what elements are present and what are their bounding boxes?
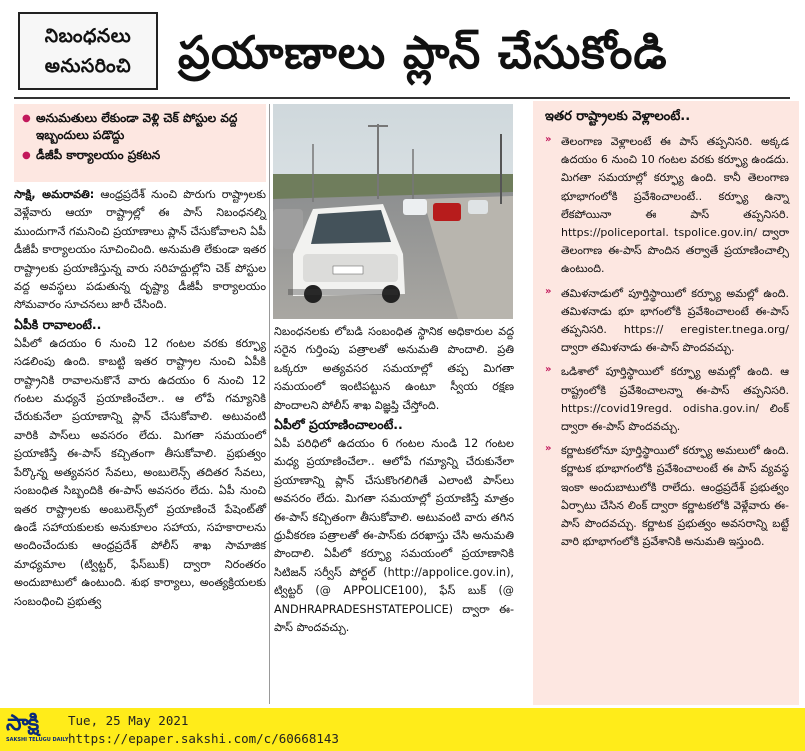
highlight-item: ● అనుమతులు లేకుండా వెళ్లి చెక్ పోస్టుల వద్ద ఇబ్బందులు పడొద్దు bbox=[22, 110, 258, 144]
logo-text: సాక్షి bbox=[6, 711, 39, 736]
state-item-telangana bbox=[545, 133, 789, 279]
highlights-box bbox=[14, 104, 266, 182]
column-2-paragraph-2: ఏపీ పరిధిలో ఉదయం 6 గంటల నుండి 12 గంటల మధ్య ప్రయాణించేలా.. ఆలోపే గమ్యాన్ని చేరుకునేలా ప్రయాణాన్ని ప్లాన్ చేసుకొంగలిగితే ఎలాంటి పాస్‌లు అవసరం లేదు. మిగతా సమయాల్లో ప్రయాణిస్తే మాత్రం ఈ-పాస్ కచ్చితంగా తీసుకోవాలి. అటువంటి వారు తగిన ధ్రువీకరణ పత్రాలతో ఈ-పాస్‌కు దరఖాస్తు చేసి అనుమతి పొందాలి. ఏపీలో కర్ఫ్యూ సమయంలో ప్రయాణానికి సిటిజన్ సర్వీస్ పోర్టల్ (http://appolice.gov.in), ట్విట్టర్ (@ APPOLICE100), ఫేస్ బుక్ (@ ANDHRAPRADESHSTATEPOLICE) ద్వారా ఈ-పాస్ పొందవచ్చు. bbox=[274, 437, 514, 635]
column-divider bbox=[269, 104, 270, 704]
header-rule bbox=[14, 97, 790, 99]
sakshi-logo bbox=[6, 711, 69, 748]
double-chevron-icon: » bbox=[545, 285, 552, 297]
intro-paragraph bbox=[14, 186, 266, 315]
edition-date: Tue, 25 May 2021 bbox=[68, 713, 189, 728]
kicker-line-1: నిబంధనలు bbox=[44, 25, 132, 47]
edition-url[interactable]: https://epaper.sakshi.com/c/60668143 bbox=[68, 731, 339, 746]
highway-traffic-image bbox=[273, 104, 513, 319]
kicker-line-2: అనుసరించి bbox=[44, 55, 132, 77]
intro-text: ఆంధ్రప్రదేశ్ నుంచి పొరుగు రాష్ట్రాలకు వెళ్లేవారు ఆయా రాష్ట్రాల్లో ఈ పాస్ నిబంధనల్ని ముందుగానే గమనించి ప్రయాణాలు ప్లాన్ చేసుకోవాలని ఏపీ డీజీపీ కార్యాలయం సూచించింది. అనుమతి లేకుండా ఇతర రాష్ట్రాలకు ప్రయాణిస్తున్న వారు సరిహద్దుల్లోని చెక్ పోస్టుల వద్ద అవస్థలు పడుతున్న దృష్ట్యా డీజీపీ కార్యాలయం సోమవారం సూచనలు జారీ చేసింది. bbox=[14, 188, 266, 312]
subhead-travel-within-ap: ఏపీలో ప్రయాణించాలంటే.. bbox=[274, 417, 403, 433]
state-item-text: ఒడిశాలో పూర్తిస్థాయిలో కర్ఫ్యూ అమల్లో ఉంది. ఆ రాష్ట్రంలోకి ప్రవేశించాలన్నా ఈ-పాస్ తప్పనిసరి. https://covid19regd. odisha.gov.in/ లింక్ ద్వారా ఈ-పాస్ పొందవచ్చు. bbox=[561, 365, 789, 434]
dateline: సాక్షి, అమరావతి: bbox=[14, 188, 95, 201]
body-paragraph: ఏపీలో ఉదయం 6 నుంచి 12 గంటల వరకు కర్ఫ్యూ సడలింపు ఉంది. కాబట్టి ఇతర రాష్ట్రాల నుంచి ఏపీకి రాష్ట్రానికి రావాలనుకొనే వారు ఉదయం 6 నుంచి 12 గంటల మధ్యనే ప్రయాణించేలా.. ఆ లోపే గమ్యానికి చేరుకునేలా ప్రయాణాన్ని ప్లాన్ చేసుకోవాలి. అటువంటి వారికి పాస్‌లు అవసరం లేదు. మిగతా సమయంలో ప్రయాణిస్తే ఈ-పాస్ కచ్చితంగా తీసుకోవాలి. ప్రభుత్వం పేర్కొన్న అత్యవసర సేవలు, అంబులెన్స్ తదితర సేవలు, సంబంధిత సిబ్బందికి ఈ-పాస్ అవసరం లేదు. ఏపీ నుంచి ఇతర రాష్ట్రాలకు అంబులెన్స్‌లో ప్రయాణించే పేషెంట్‌తో ఉండే సహాయకులకు అనుకూలం సహాయ, సహకారాలను అందించేందుకు ఆంధ్రప్రదేశ్ పోలీస్ శాఖ సామాజిక మాధ్యమాల (ట్విట్టర్, ఫేస్‌బుక్) ద్వారా నిరంతరం అందుబాటులో ఉంటుంది. శుభ కార్యాలు, అంత్యక్రియలకు సంబంధించి ప్రభుత్వ bbox=[14, 336, 266, 608]
footer-bar bbox=[0, 708, 805, 751]
news-photo bbox=[273, 104, 513, 319]
state-item-tamilnadu bbox=[545, 285, 789, 358]
highlight-item: ● డీజీపీ కార్యాలయం ప్రకటన bbox=[22, 147, 258, 164]
logo-subtext: SAKSHI TELUGU DAILY bbox=[6, 737, 69, 743]
state-item-odisha bbox=[545, 363, 789, 436]
state-item-text: కర్ణాటకలోనూ పూర్తిస్థాయిలో కర్ఫ్యూ అమలులో ఉంది. కర్ణాటక భూభాగంలోకి ప్రవేశించాలంటే ఈ పాస్ వ్యవస్థ ఇంకా అందుబాటులోకి రాలేదు. ఆంధ్రప్రదేశ్ ప్రభుత్వం ఏర్పాటు చేసిన లింక్ ద్వారా కర్ణాటకలోకి వెళ్లేవారు ఈ-పాస్ పొందవచ్చు. కర్ణాటక ప్రభుత్వం అవసరాన్ని బట్టే వారి భూభాగంలోకి ప్రవేశానికి అనుమతి ఇస్తుంది. bbox=[561, 444, 789, 549]
state-item-text: తెలంగాణ వెళ్లాలంటే ఈ పాస్ తప్పనిసరి. అక్కడ ఉదయం 6 నుంచి 10 గంటల వరకు కర్ఫ్యూ ఉండదు. మిగతా సమయాల్లో కర్ఫ్యూ ఉంది. కానీ తెలంగాణ భూభాగంలోకి ప్రవేశించాలంటే.. కర్ఫ్యూ ఉన్నా లేకపోయినా ఈ పాస్ తప్పనిసరి. https://policeportal. tspolice.gov.in/ ద్వారా తెలంగాణ ఈ-పాస్ పొందిన తర్వాతే ప్రయాణించాల్సి ఉంటుంది. bbox=[561, 135, 789, 276]
double-chevron-icon: » bbox=[545, 134, 552, 145]
subhead-other-states: ఇతర రాష్ట్రాలకు వెళ్లాలంటే.. bbox=[545, 109, 691, 124]
subhead-ap-entry: ఏపీకి రావాలంటే.. bbox=[14, 316, 102, 332]
other-states-box bbox=[533, 101, 799, 705]
column-1 bbox=[14, 186, 266, 611]
column-2 bbox=[274, 323, 514, 638]
kicker-box bbox=[18, 12, 158, 90]
column-2-paragraph-1: నిబంధనలకు లోబడి సంబంధిత స్థానిక అధికారుల వద్ద సరైన గుర్తింపు పత్రాలతో అనుమతి పొందాలి. ప్రతి ఒక్కరూ అత్యవసర సమయాల్లో తప్ప మిగతా సమయంలో ఇంటిపట్టున ఉంటూ స్వీయ రక్షణ పొందాలని పోలీస్ శాఖ విజ్ఞప్తి చేస్తోంది. bbox=[274, 325, 514, 412]
state-item-karnataka bbox=[545, 442, 789, 551]
double-chevron-icon: » bbox=[545, 364, 552, 376]
headline: ప్రయాణాలు ప్లాన్ చేసుకోండి bbox=[178, 26, 668, 79]
state-item-text: తమిళనాడులో పూర్తిస్థాయిలో కర్ఫ్యూ అమల్లో ఉంది. తమిళనాడు భూ భాగంలోకి ప్రవేశించాలంటే ఈ-పాస్ తప్పనిసరి. https:// eregister.tnega.org/ ద్వారా తమిళనాడు ఈ-పాస్ పొందవచ్చు. bbox=[561, 286, 789, 355]
double-chevron-icon: » bbox=[545, 443, 552, 455]
